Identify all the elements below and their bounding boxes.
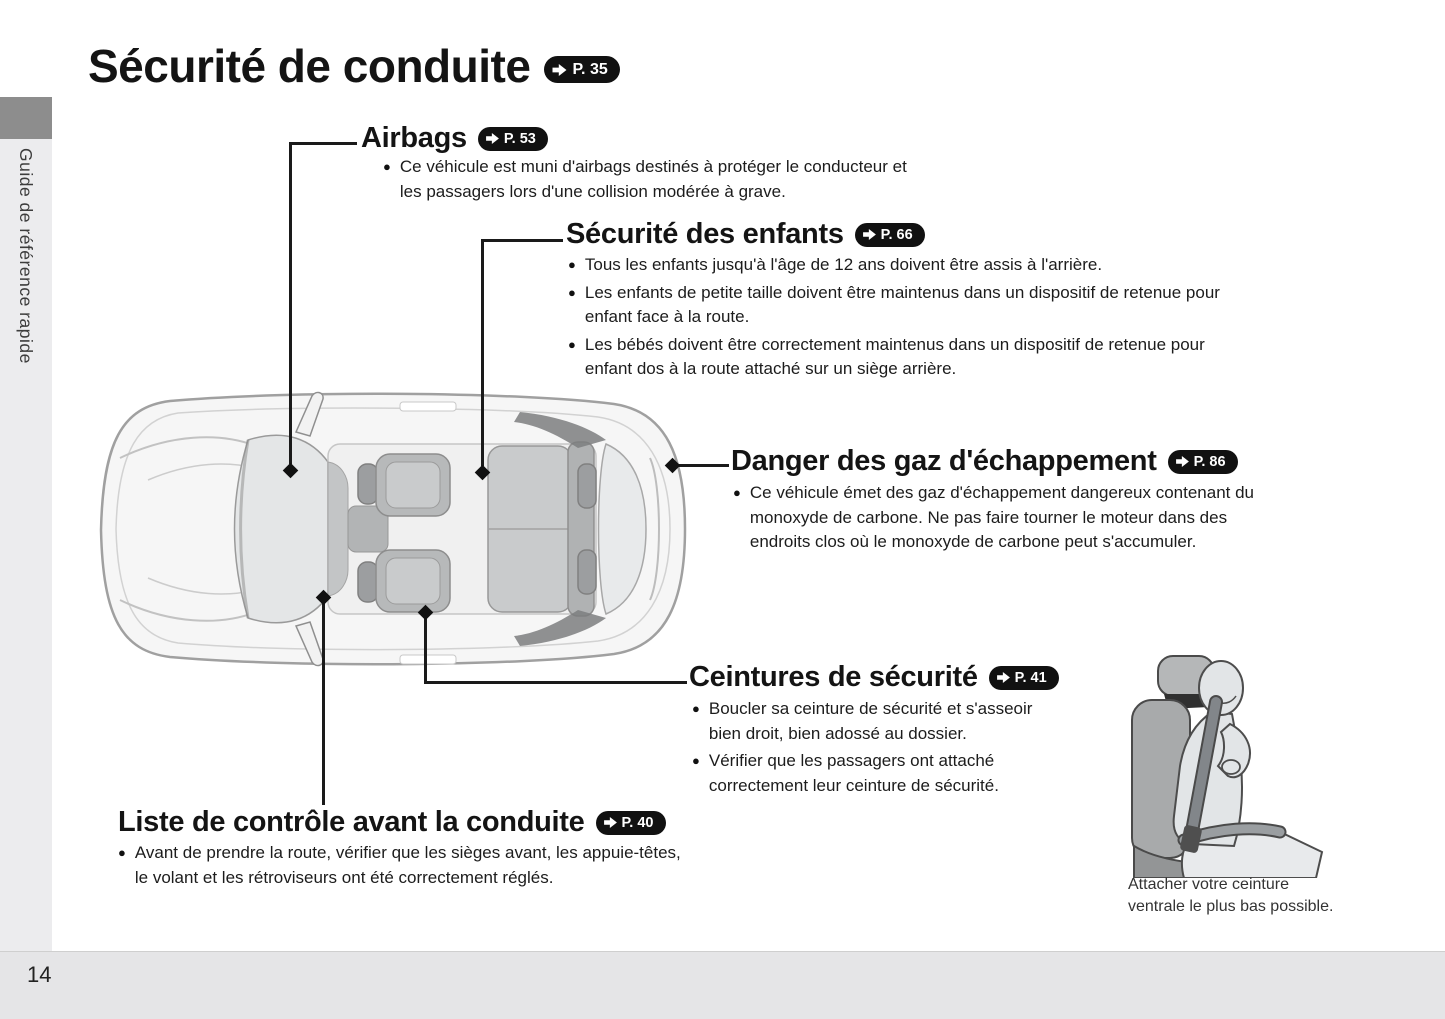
bullet-text-line: enfant face à la route.	[584, 307, 750, 326]
list-item	[568, 333, 1220, 382]
bullet-icon: ●	[568, 284, 576, 300]
page-ref-badge-children[interactable]	[855, 223, 925, 247]
page-ref-badge-airbags[interactable]	[478, 127, 548, 151]
bullet-text-line: bien droit, bien adossé au dossier.	[708, 723, 967, 743]
section-heading-exhaust	[731, 445, 1238, 478]
leader-line-seatbelts-h	[424, 681, 687, 684]
bullet-icon: ●	[692, 753, 700, 768]
arrow-right-icon	[486, 133, 499, 144]
list-item	[118, 841, 681, 890]
sidebar-chapter-label: Guide de référence rapide	[16, 148, 36, 364]
page-ref-label: P. 35	[572, 60, 608, 78]
airbags-bullets	[383, 155, 907, 207]
bullet-text-line: Tous les enfants jusqu'à l'âge de 12 ans doivent être assis à l'arrière.	[584, 255, 1103, 274]
bullet-text-line: Vérifier que les passagers ont attaché	[708, 751, 995, 770]
section-heading-seatbelts	[689, 661, 1059, 694]
page-ref-label: P. 40	[621, 814, 654, 831]
illustration-caption	[1128, 874, 1333, 918]
page-ref-badge-checklist[interactable]	[596, 811, 666, 835]
list-item	[692, 697, 1032, 746]
section-title-airbags: Airbags	[361, 122, 467, 154]
bullet-icon: ●	[733, 485, 741, 500]
bullet-text-line: Les enfants de petite taille doivent être maintenus dans un dispositif de retenue pour	[584, 282, 1220, 302]
leader-line-children-h	[481, 239, 563, 242]
footer-band	[0, 951, 1445, 1019]
leader-line-airbags-v	[289, 142, 292, 464]
page-ref-label: P. 86	[1193, 453, 1226, 470]
leader-line-exhaust-h	[677, 464, 729, 467]
section-title-exhaust: Danger des gaz d'échappement	[731, 445, 1157, 477]
section-heading-airbags	[361, 122, 548, 155]
exhaust-bullets	[733, 481, 1254, 558]
bullet-text-line: Les bébés doivent être correctement maintenus dans un dispositif de retenue pour	[584, 334, 1205, 354]
caption-line: Attacher votre ceinture	[1128, 876, 1289, 893]
checklist-bullets	[118, 841, 681, 893]
caption-line: ventrale le plus bas possible.	[1128, 898, 1334, 915]
page-ref-badge-seatbelts[interactable]	[989, 666, 1059, 690]
bullet-icon: ●	[692, 701, 700, 716]
page-ref-label: P. 53	[503, 130, 536, 147]
bullet-text-line: Ce véhicule est muni d'airbags destinés à protéger le conducteur et	[399, 157, 907, 176]
seatbelt-illustration	[1124, 650, 1336, 878]
arrow-right-icon	[552, 64, 567, 76]
arrow-right-icon	[604, 817, 617, 828]
leader-line-children-v	[481, 239, 484, 466]
leader-line-airbags-h	[289, 142, 357, 145]
seatbelts-bullets	[692, 697, 1032, 801]
chapter-tab	[0, 97, 52, 139]
list-item	[568, 281, 1220, 330]
page-ref-label: P. 41	[1014, 669, 1047, 686]
list-item	[733, 481, 1254, 555]
children-bullets	[568, 253, 1220, 385]
bullet-text-line: correctement leur ceinture de sécurité.	[708, 775, 999, 795]
bullet-text-line: le volant et les rétroviseurs ont été correctement réglés.	[134, 867, 554, 887]
bullet-text-line: endroits clos où le monoxyde de carbone peut s'accumuler.	[749, 532, 1197, 551]
section-title-children: Sécurité des enfants	[566, 218, 844, 250]
bullet-text-line: monoxyde de carbone. Ne pas faire tourner le moteur dans des	[749, 507, 1228, 527]
list-item	[568, 253, 1220, 278]
section-heading-children	[566, 218, 925, 251]
page-ref-label: P. 66	[880, 226, 913, 243]
section-title-seatbelts: Ceintures de sécurité	[689, 661, 978, 693]
page-number: 14	[27, 962, 52, 987]
page-ref-badge-title[interactable]	[544, 56, 619, 83]
bullet-icon: ●	[568, 336, 576, 352]
bullet-text-line: Ce véhicule émet des gaz d'échappement dangereux contenant du	[749, 483, 1255, 502]
page-title-row	[88, 42, 620, 90]
bullet-text-line: enfant dos à la route attaché sur un siège arrière.	[584, 359, 957, 378]
leader-line-checklist-v	[322, 602, 325, 805]
section-title-checklist: Liste de contrôle avant la conduite	[118, 806, 585, 838]
car-top-view-illustration	[90, 388, 694, 678]
page-ref-badge-exhaust[interactable]	[1168, 450, 1238, 474]
arrow-right-icon	[1176, 456, 1189, 467]
section-heading-checklist	[118, 806, 666, 839]
arrow-right-icon	[997, 672, 1010, 683]
leader-line-seatbelts-v	[424, 617, 427, 683]
arrow-right-icon	[863, 229, 876, 240]
list-item	[383, 155, 907, 204]
bullet-icon: ●	[568, 257, 576, 272]
bullet-text-line: Avant de prendre la route, vérifier que les sièges avant, les appuie-têtes,	[134, 843, 681, 862]
bullet-icon: ●	[118, 845, 126, 860]
page-title: Sécurité de conduite	[88, 40, 531, 92]
bullet-text-line: Boucler sa ceinture de sécurité et s'asseoir	[708, 699, 1033, 718]
bullet-text-line: les passagers lors d'une collision modérée à grave.	[399, 181, 786, 201]
list-item	[692, 749, 1032, 798]
bullet-icon: ●	[383, 159, 391, 174]
